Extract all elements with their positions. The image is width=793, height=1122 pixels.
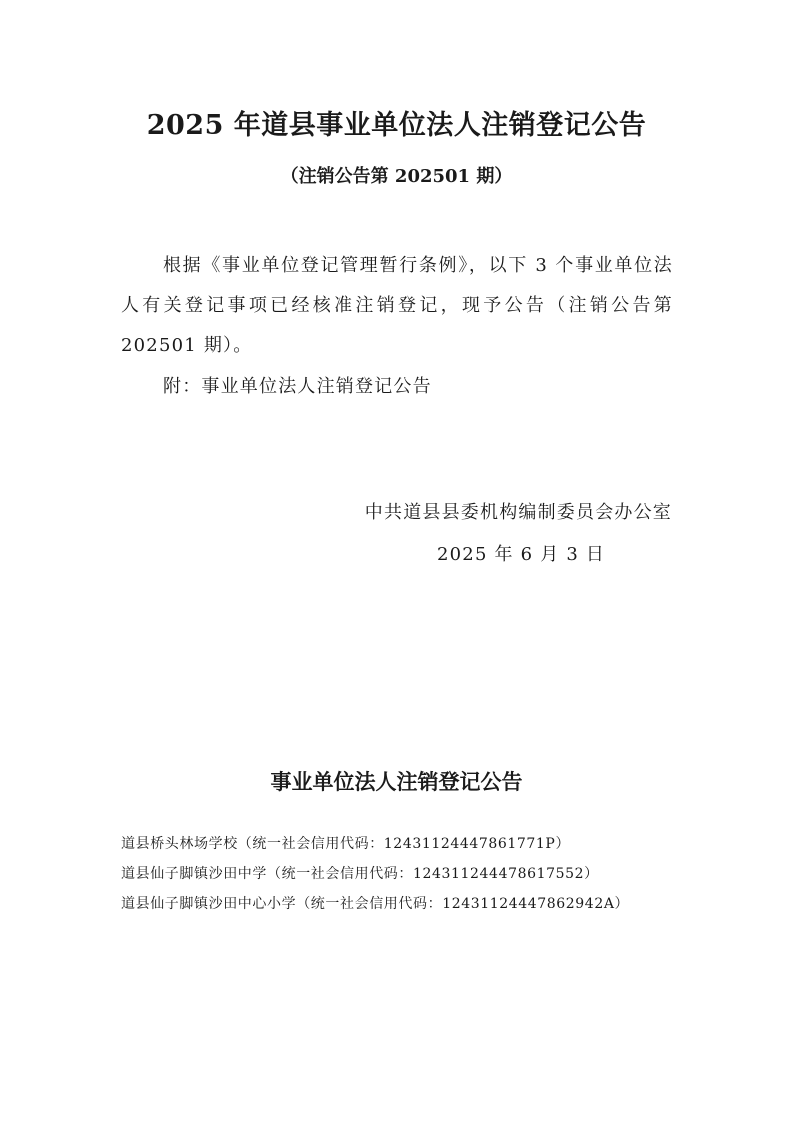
document-title: 2025 年道县事业单位法人注销登记公告 — [146, 110, 647, 141]
issuing-office: 中共道县县委机构编制委员会办公室 — [364, 502, 672, 523]
body-paragraph: 根据《事业单位登记管理暂行条例》，以下 3 个事业单位法人有关登记事项已经核准注销登记，现予公告（注销公告第 202501 期）。 — [121, 255, 673, 356]
list-item: 道县仙子脚镇沙田中心小学（统一社会信用代码：12431124447862942A） — [121, 896, 630, 912]
list-item: 道县桥头林场学校（统一社会信用代码：12431124447861771P） — [121, 836, 571, 852]
attachment-line: 附：事业单位法人注销登记公告 — [163, 376, 432, 397]
annex-title: 事业单位法人注销登记公告 — [270, 770, 523, 794]
document-subtitle: （注销公告第 202501 期） — [280, 166, 513, 187]
unit-list — [121, 829, 629, 919]
list-item: 道县仙子脚镇沙田中学（统一社会信用代码：124311244478617552） — [121, 866, 599, 882]
issue-date: 2025 年 6 月 3 日 — [437, 544, 606, 565]
